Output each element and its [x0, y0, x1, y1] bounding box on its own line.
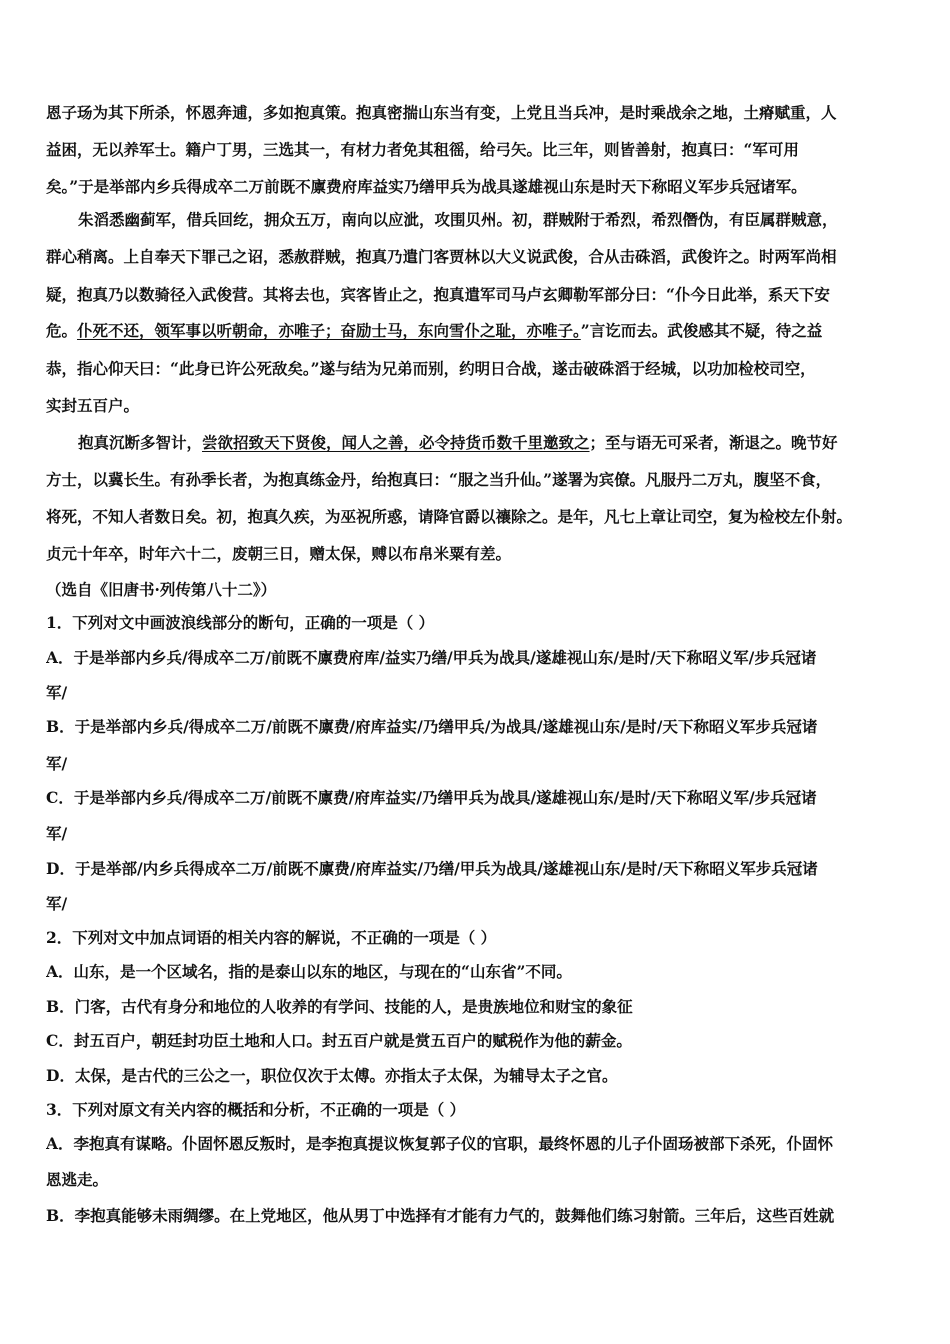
question-2-option-c: C．封五百户，朝廷封功臣土地和人口。封五百户就是赏五百户的赋税作为他的薪金。 — [46, 1031, 632, 1050]
passage-line: 恭，指心仰天曰：“此身已许公死敌矣。”遂与结为兄弟而别，约明日合战，遂击破硃滔于经城，以功加检校司空， — [46, 359, 816, 378]
question-3-option-a-cont: 恩逃走。 — [46, 1170, 109, 1189]
passage-line-with-underline — [46, 321, 904, 341]
question-2-option-b: B．门客，古代有身分和地位的人收养的有学问、技能的人，是贵族地位和财宝的象征 — [46, 997, 633, 1016]
question-3-stem: 3．下列对原文有关内容的概括和分析，不正确的一项是（ ） — [46, 1100, 466, 1119]
question-1-option-a: A．于是举部内乡兵/得成卒二万/前既不廪费府库/益实乃缮/甲兵为战具/遂雄视山东/是时/天下称昭义军/步兵冠诸 — [46, 648, 817, 667]
text-segment: ；至与语无可采者，渐退之。晚节好 — [589, 433, 838, 452]
passage-line: 恩子玚为其下所杀，怀恩奔逋，多如抱真策。抱真密揣山东当有变，上党且当兵冲，是时乘战余之地，土瘠赋重，人 — [46, 103, 837, 122]
question-1-stem: 1．下列对文中画波浪线部分的断句，正确的一项是（ ） — [46, 613, 435, 632]
question-1-option-a-cont: 军/ — [46, 683, 68, 702]
underlined-sentence: 仆死不还，领军事以听朝命，亦唯子；奋励士马，东向雪仆之耻，亦唯子。 — [77, 321, 581, 340]
passage-line: 矣。”于是举部内乡兵得成卒二万前既不廪费府库益实乃缮甲兵为战具遂雄视山东是时天下称昭义军步兵冠诸军。 — [46, 177, 807, 196]
question-1-option-b-cont: 军/ — [46, 754, 68, 773]
question-1-option-d-cont: 军/ — [46, 894, 68, 913]
question-2-option-d: D．太保，是古代的三公之一，职位仅次于太傅。亦指太子太保，为辅导太子之官。 — [46, 1066, 618, 1085]
question-1-option-d: D．于是举部/内乡兵得成卒二万/前既不廪费/府库益实/乃缮/甲兵为战具/遂雄视山东/是时/天下称昭义军步兵冠诸 — [46, 859, 818, 878]
source-citation: （选自《旧唐书·列传第八十二》） — [46, 580, 277, 599]
passage-paragraph-with-underline — [78, 433, 904, 453]
text-segment: 危。 — [46, 321, 78, 340]
question-1-option-b: B．于是举部内乡兵/得成卒二万/前既不廪费/府库益实/乃缮甲兵/为战具/遂雄视山东/是时/天下称昭义军步兵冠诸 — [46, 717, 818, 736]
underlined-sentence: 尝欲招致天下贤俊，闻人之善，必令持货币数千里邀致之 — [202, 433, 590, 452]
passage-line: 将死，不知人者数日矣。初，抱真久疾，为巫祝所惑，请降官爵以禳除之。是年，凡七上章让司空，复为检校左仆射。 — [46, 507, 853, 526]
passage-line: 疑，抱真乃以数骑径入武俊营。其将去也，宾客皆止之，抱真遣军司马卢玄卿勒军部分曰：“仆今日此举，系天下安 — [46, 285, 830, 304]
question-3-option-b: B．李抱真能够未雨绸缪。在上党地区，他从男丁中选择有才能有力气的，鼓舞他们练习射箭。三年后，这些百姓就 — [46, 1206, 835, 1225]
question-2-option-a: A．山东，是一个区域名，指的是泰山以东的地区，与现在的“山东省”不同。 — [46, 962, 572, 981]
text-segment: 抱真沉断多智计， — [78, 433, 203, 452]
passage-line: 益困，无以养军士。籍户丁男，三选其一，有材力者免其租徭，给弓矢。比三年，则皆善射，抱真曰：“军可用 — [46, 140, 799, 159]
question-2-stem: 2．下列对文中加点词语的相关内容的解说，不正确的一项是（ ） — [46, 928, 497, 947]
passage-line: 群心稍离。上自奉天下罪己之诏，悉赦群贼，抱真乃遣门客贾林以大义说武俊，合从击硃滔，武俊许之。时两军尚相 — [46, 247, 837, 266]
passage-line: 方士，以冀长生。有孙季长者，为抱真练金丹，绐抱真曰：“服之当升仙。”遂署为宾僚。凡服丹二万丸，腹坚不食， — [46, 470, 832, 489]
text-segment: ”言讫而去。武俊感其不疑，待之益 — [580, 321, 823, 340]
passage-paragraph-start: 朱滔悉幽蓟军，借兵回纥，拥众五万，南向以应泚，攻围贝州。初，群贼附于希烈，希烈僭伪，有臣属群贼意， — [78, 210, 838, 229]
question-3-option-a: A．李抱真有谋略。仆固怀恩反叛时，是李抱真提议恢复郭子仪的官职，最终怀恩的儿子仆固玚被部下杀死，仆固怀 — [46, 1134, 834, 1153]
question-1-option-c: C．于是举部内乡兵/得成卒二万/前既不廪费/府库益实/乃缮甲兵为战具/遂雄视山东/是时/天下称昭义军/步兵冠诸 — [46, 788, 817, 807]
passage-line: 实封五百户。 — [46, 396, 140, 415]
question-1-option-c-cont: 军/ — [46, 824, 68, 843]
passage-line: 贞元十年卒，时年六十二，废朝三日，赠太保，赙以布帛米粟有差。 — [46, 544, 512, 563]
